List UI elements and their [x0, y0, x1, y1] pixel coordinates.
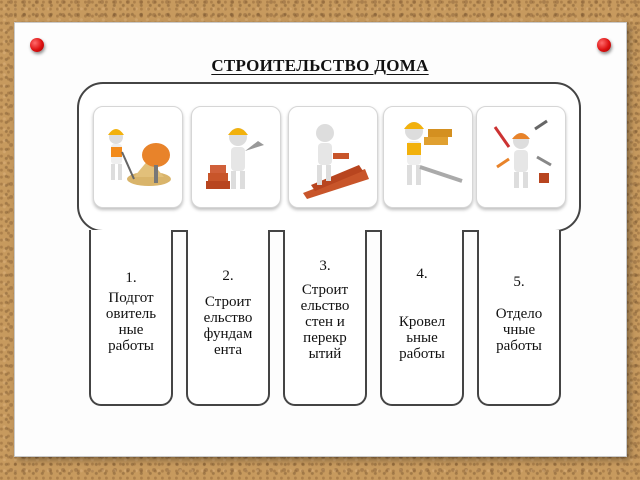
pushpin-right-icon [597, 38, 611, 52]
stage-number: 2. [222, 268, 234, 284]
stage-column-5 [477, 230, 561, 406]
worker-bricklaying-icon [288, 106, 378, 208]
stage-number: 4. [416, 266, 428, 282]
stage-number: 1. [125, 270, 137, 286]
stage-column-3 [283, 230, 367, 406]
pushpin-left-icon [30, 38, 44, 52]
page-title [0, 56, 640, 76]
stage-label: Строит ельство фундам ента [203, 294, 253, 358]
stage-label: Отдело чные работы [495, 306, 543, 354]
stage-number: 5. [513, 274, 525, 290]
stage-column-2 [186, 230, 270, 406]
worker-roofing-icon [383, 106, 473, 208]
stage-column-4 [380, 230, 464, 406]
worker-finishing-tools-icon [476, 106, 566, 208]
worker-foundation-icon [191, 106, 281, 208]
stage-column-1 [89, 230, 173, 406]
stage-label: Строит ельство стен и перекр ытий [300, 282, 350, 362]
stage-number: 3. [319, 258, 331, 274]
page-title-text: СТРОИТЕЛЬСТВО ДОМА [211, 56, 429, 75]
stage-label: Подгот овитель ные работы [105, 290, 157, 354]
stage-label: Кровел ьные работы [398, 314, 446, 362]
worker-concrete-mixer-icon [93, 106, 183, 208]
